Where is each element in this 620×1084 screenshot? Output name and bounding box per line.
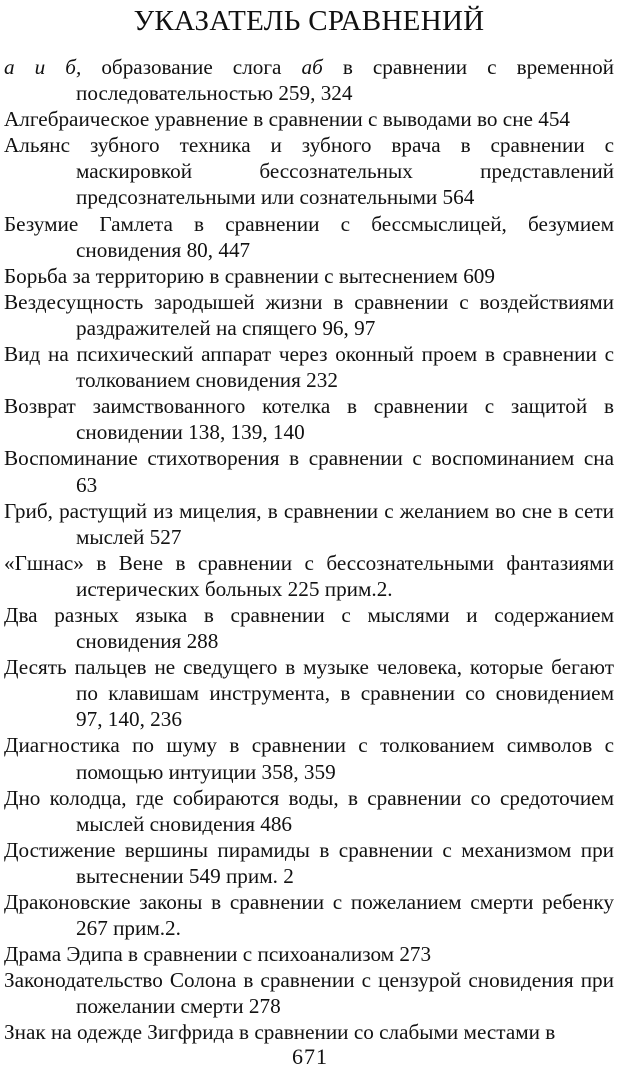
entry-italic-text: а и б, — [4, 55, 82, 79]
index-entry — [4, 341, 614, 393]
entry-text: образование слога — [81, 55, 302, 79]
index-entry — [4, 289, 614, 341]
index-entries — [4, 54, 614, 1046]
index-entry — [4, 393, 614, 445]
index-entry — [4, 654, 614, 732]
entry-text: «Гшнас» в Вене в сравнении с бессознательными фантазиями истерических больных 225 прим.2. — [4, 550, 614, 601]
entry-text: Воспоминание стихотворения в сравнении с воспоминанием сна 63 — [4, 446, 614, 497]
page-title: УКАЗАТЕЛЬ СРАВНЕНИЙ — [133, 5, 485, 37]
entry-text: Десять пальцев не сведущего в музыке человека, которые бегают по клавишам инструмента, в сравнении со сновидением 97, 140, 236 — [4, 655, 614, 732]
index-entry — [4, 941, 614, 967]
entry-text: Законодательство Солона в сравнении с цензурой сновидения при пожелании смерти 278 — [4, 968, 614, 1019]
entry-text: Вездесущность зародышей жизни в сравнении с воздействиями раздражителей на спящего 96, 97 — [4, 289, 614, 340]
index-entry — [4, 132, 614, 210]
entry-text: Борьба за территорию в сравнении с вытеснением 609 — [4, 263, 495, 288]
index-entry — [4, 445, 614, 497]
entry-text: Альянс зубного техника и зубного врача в сравнении с маскировкой бессознательных представлений предсознательными или сознательными 564 — [4, 133, 614, 210]
index-entry — [4, 263, 614, 289]
index-entry — [4, 106, 614, 132]
entry-text: Вид на психический аппарат через оконный проем в сравнении с толкованием сновидения 232 — [4, 342, 614, 393]
index-entry — [4, 889, 614, 941]
entry-text: Возврат заимствованного котелка в сравнении с защитой в сновидении 138, 139, 140 — [4, 394, 614, 445]
index-entry — [4, 1019, 614, 1045]
index-entry — [4, 550, 614, 602]
entry-text: Знак на одежде Зигфрида в сравнении со слабыми местами в — [4, 1020, 556, 1045]
index-entry — [4, 967, 614, 1019]
entry-text: Диагностика по шуму в сравнении с толкованием символов с помощью интуиции 358, 359 — [4, 733, 614, 784]
entry-text: Драма Эдипа в сравнении с психоанализом 273 — [4, 942, 432, 967]
page-number: 671 — [292, 1044, 328, 1069]
index-entry — [4, 211, 614, 263]
entry-italic-text: аб — [301, 55, 323, 79]
entry-text: Алгебраическое уравнение в сравнении с выводами во сне 454 — [4, 107, 571, 132]
entry-text: Достижение вершины пирамиды в сравнении с механизмом при вытеснении 549 прим. 2 — [4, 837, 614, 888]
entry-text: в сравнении с временной последовательностью 259, 324 — [76, 55, 615, 106]
entry-text: Дно колодца, где собираются воды, в сравнении со средоточием мыслей сновидения 486 — [4, 785, 614, 836]
index-entry — [4, 602, 614, 654]
entry-text: Безумие Гамлета в сравнении с бессмыслицей, безумием сновидения 80, 447 — [4, 211, 614, 262]
index-entry — [4, 837, 614, 889]
entry-text: Драконовские законы в сравнении с пожеланием смерти ребенку 267 прим.2. — [4, 890, 614, 941]
entry-text: Два разных языка в сравнении с мыслями и содержанием сновидения 288 — [4, 602, 614, 654]
index-entry — [4, 732, 614, 784]
index-entry — [4, 785, 614, 837]
index-entry — [4, 498, 614, 550]
entry-text: Гриб, растущий из мицелия, в сравнении с желанием во сне в сети мыслей 527 — [4, 498, 614, 549]
index-entry — [4, 54, 614, 106]
